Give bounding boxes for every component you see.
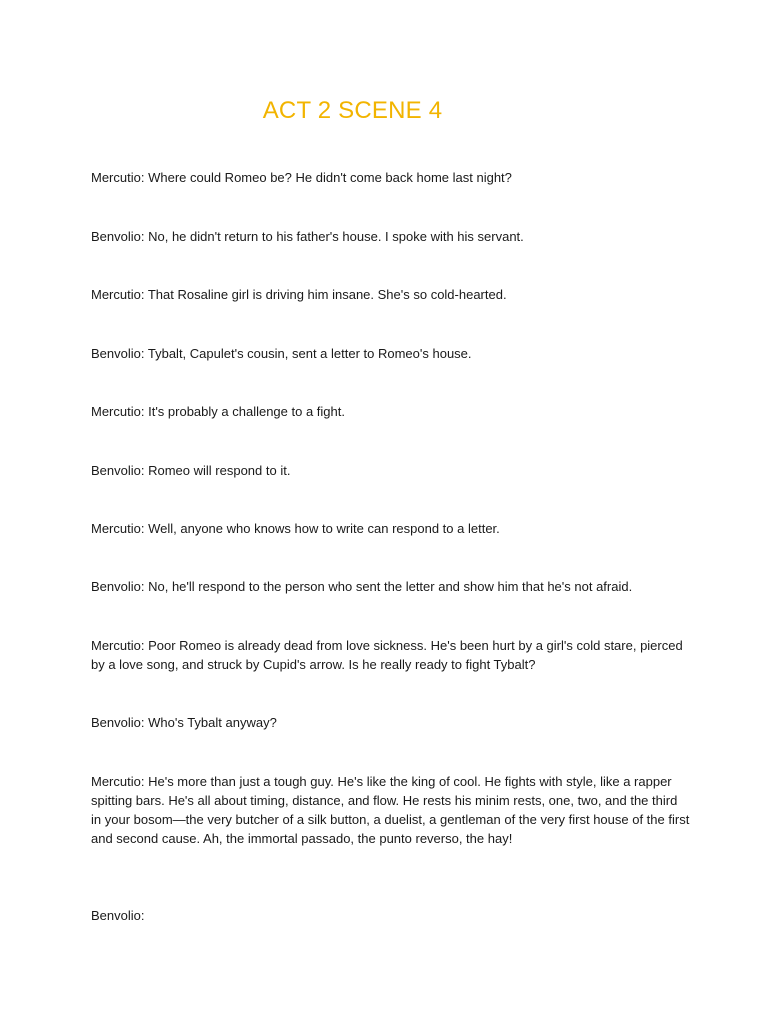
line-text: Well, anyone who knows how to write can respond to a letter. bbox=[148, 521, 500, 536]
speaker-name: Mercutio: bbox=[91, 287, 145, 302]
dialogue-line bbox=[91, 168, 691, 187]
line-text: Romeo will respond to it. bbox=[148, 463, 291, 478]
line-text: Tybalt, Capulet's cousin, sent a letter to Romeo's house. bbox=[147, 346, 472, 361]
line-text: Where could Romeo be? He didn't come back home last night? bbox=[148, 170, 512, 185]
dialogue-line bbox=[91, 285, 691, 304]
speaker-name: Mercutio: bbox=[91, 521, 145, 536]
speaker-name: Benvolio: bbox=[91, 346, 145, 361]
dialogue-line bbox=[91, 519, 691, 538]
speaker-name: Benvolio: bbox=[91, 579, 145, 594]
dialogue-line bbox=[91, 636, 691, 674]
dialogue-line bbox=[91, 461, 691, 480]
line-text: Who's Tybalt anyway? bbox=[148, 715, 277, 730]
speaker-name: Mercutio: bbox=[91, 774, 145, 789]
line-text: It's probably a challenge to a fight. bbox=[148, 404, 345, 419]
line-text: That Rosaline girl is driving him insane. She's so cold-hearted. bbox=[147, 287, 507, 302]
speaker-name: Benvolio: bbox=[91, 463, 145, 478]
dialogue-line bbox=[91, 344, 691, 363]
line-text: He's more than just a tough guy. He's like the king of cool. He fights with style, like a rapper spitting bars. He's all about timing, distance, and flow. He rests his minim rests, one, two, and the third in your bosom—the very butcher of a silk button, a duelist, a gentleman of the very first house of the first and second cause. Ah, the immortal passado, the punto reverso, the hay! bbox=[91, 774, 690, 846]
speaker-name: Benvolio: bbox=[91, 908, 145, 923]
page-title: ACT 2 SCENE 4 bbox=[262, 97, 443, 124]
dialogue-line bbox=[91, 402, 691, 421]
line-text: No, he'll respond to the person who sent the letter and show him that he's not afraid. bbox=[148, 579, 633, 594]
line-text: No, he didn't return to his father's house. I spoke with his servant. bbox=[148, 229, 524, 244]
dialogue-line bbox=[91, 906, 691, 925]
speaker-name: Mercutio: bbox=[91, 170, 145, 185]
dialogue-line bbox=[91, 577, 691, 596]
speaker-name: Benvolio: bbox=[91, 229, 145, 244]
dialogue-line bbox=[91, 227, 691, 246]
speaker-name: Mercutio: bbox=[91, 638, 145, 653]
dialogue-line bbox=[91, 713, 691, 732]
speaker-name: Mercutio: bbox=[91, 404, 145, 419]
speaker-name: Benvolio: bbox=[91, 715, 145, 730]
dialogue-line bbox=[91, 772, 691, 848]
line-text: Poor Romeo is already dead from love sickness. He's been hurt by a girl's cold stare, pierced by a love song, and struck by Cupid's arrow. Is he really ready to fight Tybalt? bbox=[91, 638, 683, 672]
